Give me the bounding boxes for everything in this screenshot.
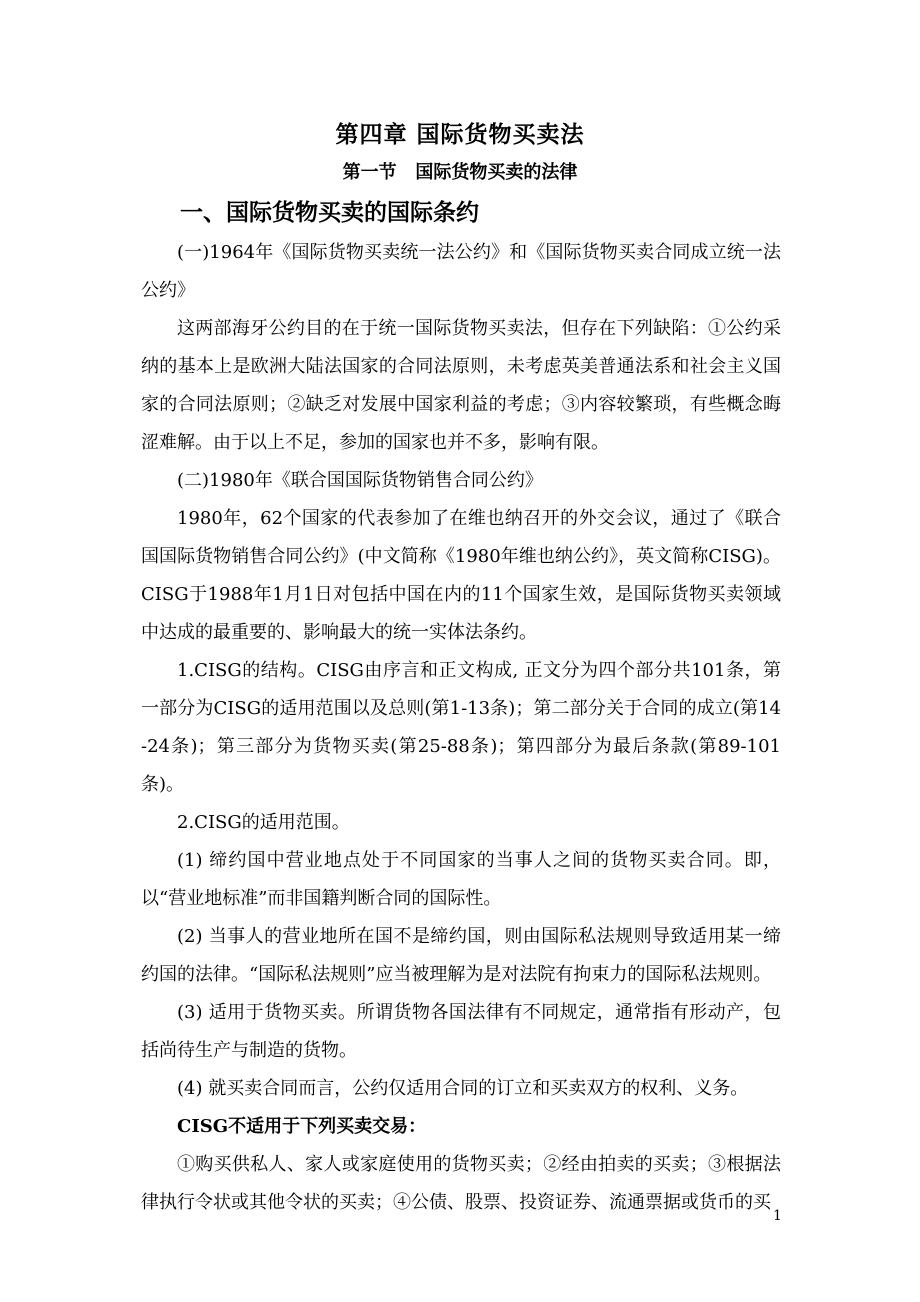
paragraph-scope-item-4: (4) 就买卖合同而言，公约仅适用合同的订立和买卖双方的权利、义务。 xyxy=(177,1078,749,1099)
heading-treaties: 一、国际货物买卖的国际条约 xyxy=(180,199,479,226)
paragraph-cisg-scope-heading: 2.CISG的适用范围。 xyxy=(177,812,350,833)
chapter-title: 第四章 国际货物买卖法 xyxy=(335,121,585,148)
paragraph-exclusions-list: ①购买供私人、家人或家庭使用的货物买卖；②经由拍卖的买卖；③根据法律执行令状或其他令状的买卖；④公债、股票、投资证券、流通票据或货币的买 xyxy=(141,1154,781,1213)
paragraph-exclusions-heading: CISG不适用于下列买卖交易： xyxy=(177,1116,427,1137)
paragraph-1980-convention-heading: (二)1980年《联合国国际货物销售合同公约》 xyxy=(177,470,543,491)
paragraph-1980-convention-intro: 1980年，62个国家的代表参加了在维也纳召开的外交会议，通过了《联合国国际货物销售合同公约》(中文简称《1980年维也纳公约》，英文简称CISG)。CISG于1988年1月1日对包括中国在内的11个国家生效，是国际货物买卖领域中达成的最重要的、影响最大的统一实体法条约。 xyxy=(141,508,781,643)
body-text xyxy=(141,234,781,1222)
paragraph-hague-defects: 这两部海牙公约目的在于统一国际货物买卖法，但存在下列缺陷：①公约采纳的基本上是欧洲大陆法国家的合同法原则，未考虑英美普通法系和社会主义国家的合同法原则；②缺乏对发展中国家利益的考虑；③内容较繁琐，有些概念晦涩难解。由于以上不足，参加的国家也并不多，影响有限。 xyxy=(141,318,781,453)
section-title: 第一节 国际货物买卖的法律 xyxy=(342,162,578,183)
paragraph-scope-item-1: (1) 缔约国中营业地点处于不同国家的当事人之间的货物买卖合同。即，以“营业地标准”而非国籍判断合同的国际性。 xyxy=(141,850,781,909)
page-number: 1 xyxy=(773,1208,782,1224)
paragraph-scope-item-3: (3) 适用于货物买卖。所谓货物各国法律有不同规定，通常指有形动产，包括尚待生产与制造的货物。 xyxy=(141,1002,781,1061)
paragraph-1964-conventions: (一)1964年《国际货物买卖统一法公约》和《国际货物买卖合同成立统一法公约》 xyxy=(141,242,781,301)
paragraph-scope-item-2: (2) 当事人的营业地所在国不是缔约国，则由国际私法规则导致适用某一缔约国的法律。“国际私法规则”应当被理解为是对法院有拘束力的国际私法规则。 xyxy=(141,926,781,985)
paragraph-cisg-structure: 1.CISG的结构。CISG由序言和正文构成, 正文分为四个部分共101条，第一部分为CISG的适用范围以及总则(第1-13条)；第二部分关于合同的成立(第14-24条)；第三部分为货物买卖(第25-88条)；第四部分为最后条款(第89-101条)。 xyxy=(141,660,781,795)
